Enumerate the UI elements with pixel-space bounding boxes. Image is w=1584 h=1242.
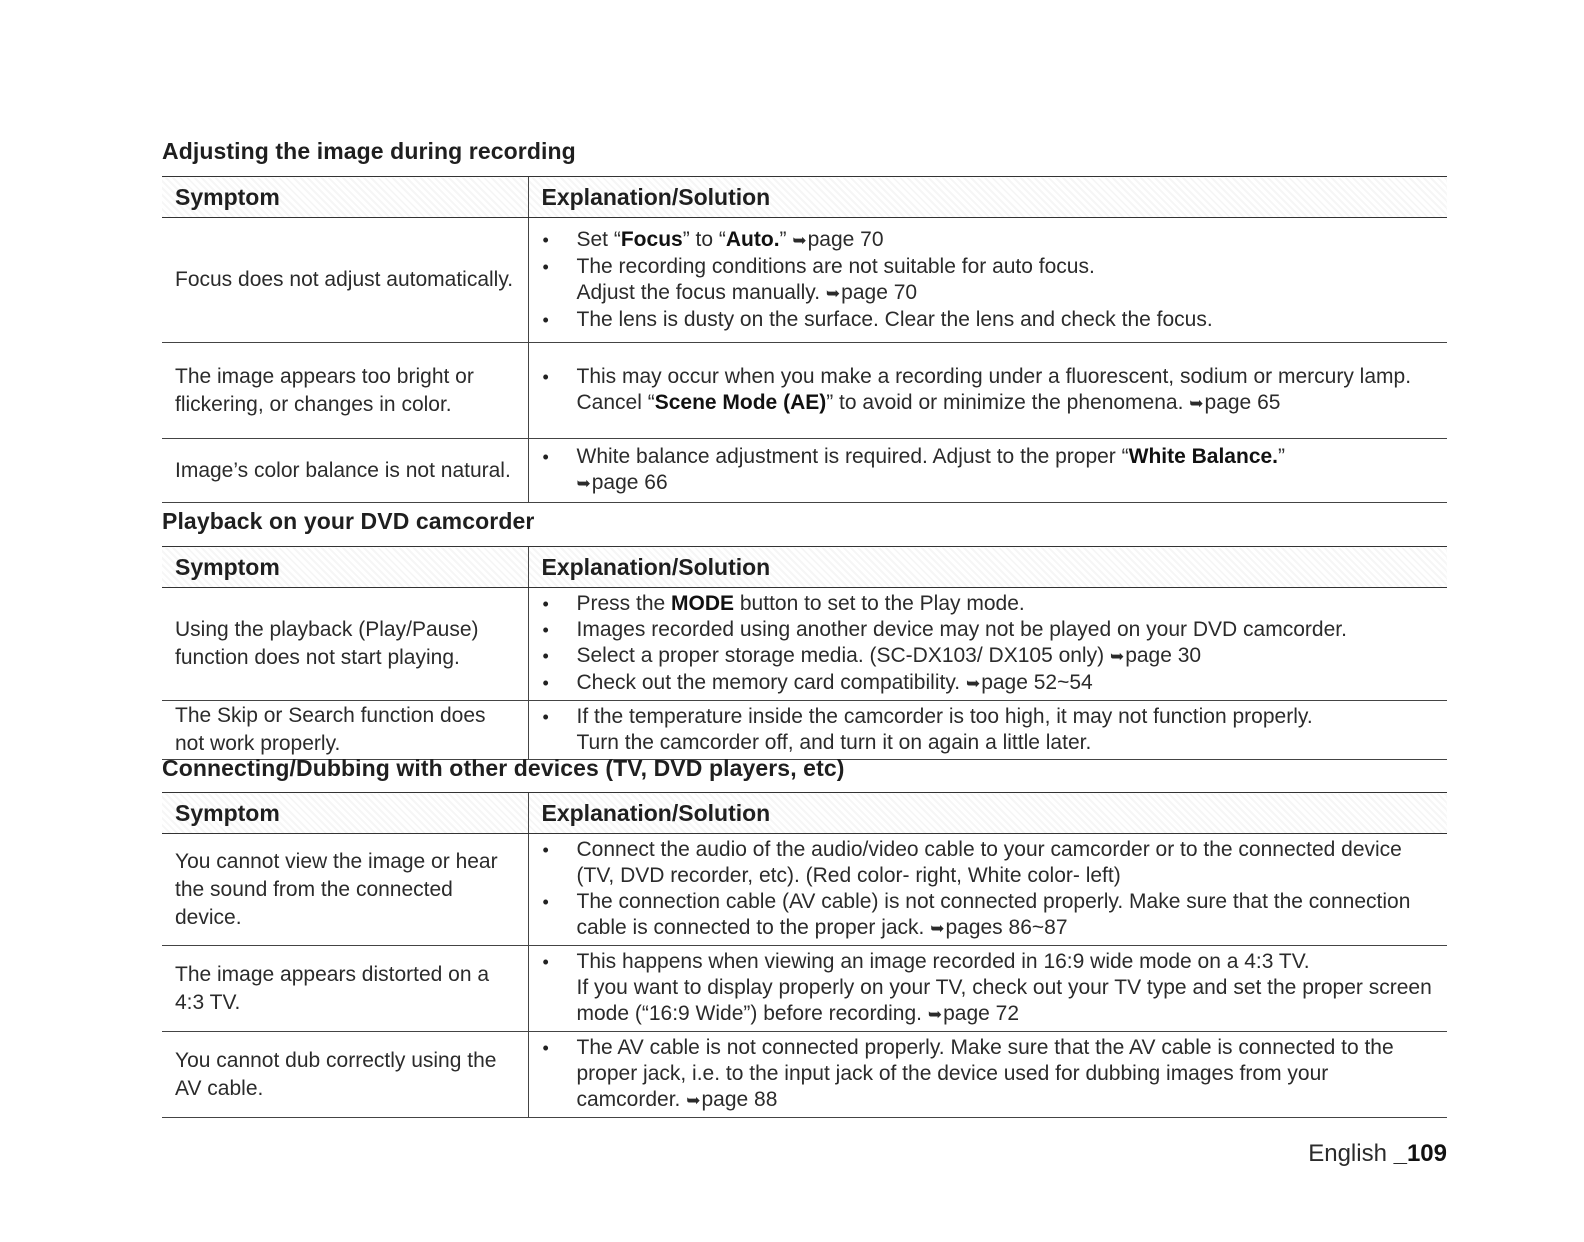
text: If you want to display properly on your TV, check out your TV type and set the proper screen mode (“16:9 Wide”) before recording. bbox=[576, 976, 1432, 1025]
explanation-cell bbox=[528, 701, 1447, 760]
table-row bbox=[162, 946, 1447, 1032]
bullet-icon: • bbox=[542, 952, 549, 972]
arrow-icon: ➥ bbox=[927, 1005, 943, 1024]
text: Check out the memory card compatibility. bbox=[576, 671, 961, 694]
page-reference bbox=[686, 1088, 777, 1111]
page-ref-text: pages 86~87 bbox=[945, 916, 1068, 939]
bullet-item bbox=[541, 307, 1438, 333]
header-symptom: Symptom bbox=[162, 547, 528, 588]
bullet-item bbox=[541, 1035, 1438, 1114]
text: Connect the audio of the audio/video cable to your camcorder or to the connected device (TV, DVD recorder, etc). (Red color- right, White color- left) bbox=[576, 838, 1402, 887]
text: The connection cable (AV cable) is not connected properly. Make sure that the connection cable is connected to the proper jack. bbox=[576, 890, 1411, 939]
text: If the temperature inside the camcorder is too high, it may not function properly. bbox=[576, 705, 1313, 728]
header-explanation: Explanation/Solution bbox=[528, 177, 1447, 218]
table-adjusting bbox=[162, 176, 1447, 503]
bullet-item bbox=[541, 837, 1438, 889]
text: ” to avoid or minimize the phenomena. bbox=[826, 391, 1184, 414]
arrow-icon: ➥ bbox=[1109, 647, 1125, 666]
symptom-text: The Skip or Search function does not work properly. bbox=[162, 701, 528, 760]
page-reference bbox=[930, 916, 1067, 939]
bullet-item bbox=[541, 444, 1438, 497]
bullet-item bbox=[541, 670, 1438, 697]
bullet-item bbox=[541, 704, 1438, 756]
header-explanation: Explanation/Solution bbox=[528, 547, 1447, 588]
bold-text: Scene Mode (AE) bbox=[654, 391, 827, 414]
table-row bbox=[162, 588, 1447, 701]
table-row bbox=[162, 834, 1447, 946]
table-row bbox=[162, 701, 1447, 760]
bullet-icon: • bbox=[542, 257, 549, 277]
text: button to set to the Play mode. bbox=[734, 592, 1025, 615]
text: ” bbox=[1278, 445, 1286, 468]
text: The AV cable is not connected properly. Make sure that the AV cable is connected to the proper jack, i.e. to the input jack of the device used for dubbing images from your camcorder. bbox=[576, 1036, 1394, 1111]
explanation-cell bbox=[528, 218, 1447, 343]
arrow-icon: ➥ bbox=[1189, 394, 1204, 413]
table-row bbox=[162, 343, 1447, 439]
text: Cancel “ bbox=[576, 391, 655, 414]
arrow-icon: ➥ bbox=[792, 231, 807, 250]
header-symptom: Symptom bbox=[162, 793, 528, 834]
explanation-cell bbox=[528, 946, 1447, 1032]
section-title-adjusting: Adjusting the image during recording bbox=[162, 138, 576, 164]
table-playback bbox=[162, 546, 1447, 760]
page-reference bbox=[792, 228, 883, 251]
bullet-icon: • bbox=[542, 620, 549, 640]
bold-text: Focus bbox=[620, 228, 683, 251]
text: The lens is dusty on the surface. Clear the lens and check the focus. bbox=[576, 308, 1213, 331]
text: ” bbox=[779, 228, 787, 251]
page-ref-text: page 66 bbox=[591, 471, 668, 494]
bold-text: Auto. bbox=[725, 228, 780, 251]
page-reference bbox=[966, 671, 1093, 694]
page-number: _109 bbox=[1393, 1140, 1447, 1167]
bullet-icon: • bbox=[542, 707, 549, 727]
bullet-icon: • bbox=[542, 892, 549, 912]
page-reference bbox=[1189, 391, 1280, 414]
table-row bbox=[162, 1032, 1447, 1118]
header-symptom: Symptom bbox=[162, 177, 528, 218]
explanation-cell bbox=[528, 834, 1447, 946]
bullet-icon: • bbox=[542, 646, 549, 666]
bullet-icon: • bbox=[542, 673, 549, 693]
bullet-item bbox=[541, 591, 1438, 617]
text: This may occur when you make a recording under a fluorescent, sodium or mercury lamp. bbox=[576, 365, 1412, 388]
section-title-playback: Playback on your DVD camcorder bbox=[162, 508, 535, 534]
arrow-icon: ➥ bbox=[825, 284, 841, 303]
table-header bbox=[162, 793, 1447, 834]
page-reference bbox=[577, 471, 668, 494]
symptom-text: The image appears too bright or flickering, or changes in color. bbox=[162, 343, 528, 439]
page-footer bbox=[1308, 1140, 1447, 1168]
bullet-icon: • bbox=[542, 840, 549, 860]
table-row bbox=[162, 218, 1447, 343]
arrow-icon: ➥ bbox=[930, 919, 945, 938]
text: Images recorded using another device may not be played on your DVD camcorder. bbox=[576, 618, 1347, 641]
page-reference bbox=[1110, 644, 1201, 667]
text: Select a proper storage media. (SC-DX103/ DX105 only) bbox=[576, 644, 1105, 667]
page-ref-text: page 52~54 bbox=[981, 671, 1093, 694]
symptom-text: The image appears distorted on a 4:3 TV. bbox=[162, 946, 528, 1032]
text: White balance adjustment is required. Adjust to the proper “ bbox=[576, 445, 1129, 468]
bullet-item bbox=[541, 889, 1438, 942]
text: Adjust the focus manually. bbox=[576, 281, 821, 304]
explanation-cell bbox=[528, 439, 1447, 503]
page-ref-text: page 65 bbox=[1204, 391, 1281, 414]
header-explanation: Explanation/Solution bbox=[528, 793, 1447, 834]
bullet-icon: • bbox=[542, 594, 549, 614]
bullet-icon: • bbox=[542, 447, 549, 467]
text: This happens when viewing an image recorded in 16:9 wide mode on a 4:3 TV. bbox=[576, 950, 1310, 973]
symptom-text: You cannot dub correctly using the AV cable. bbox=[162, 1032, 528, 1118]
table-header bbox=[162, 177, 1447, 218]
text: Set “ bbox=[576, 228, 621, 251]
page-ref-text: page 70 bbox=[807, 228, 884, 251]
text: The recording conditions are not suitable for auto focus. bbox=[576, 255, 1095, 278]
table-connecting bbox=[162, 792, 1447, 1118]
explanation-cell bbox=[528, 588, 1447, 701]
page-reference bbox=[928, 1002, 1019, 1025]
bold-text: MODE bbox=[671, 592, 735, 615]
footer-language: English bbox=[1308, 1140, 1387, 1167]
arrow-icon: ➥ bbox=[686, 1091, 701, 1110]
text: Turn the camcorder off, and turn it on again a little later. bbox=[576, 731, 1092, 754]
text: Press the bbox=[576, 592, 672, 615]
symptom-text: You cannot view the image or hear the sound from the connected device. bbox=[162, 834, 528, 946]
bullet-item bbox=[541, 254, 1438, 307]
page-ref-text: page 88 bbox=[701, 1088, 778, 1111]
arrow-icon: ➥ bbox=[965, 674, 981, 693]
page-reference bbox=[826, 281, 917, 304]
bullet-icon: • bbox=[542, 1038, 549, 1058]
table-header bbox=[162, 547, 1447, 588]
page-ref-text: page 70 bbox=[841, 281, 918, 304]
page-ref-text: page 30 bbox=[1125, 644, 1202, 667]
section-title-connecting: Connecting/Dubbing with other devices (TV, DVD players, etc) bbox=[162, 755, 845, 781]
arrow-icon: ➥ bbox=[576, 474, 591, 493]
explanation-cell bbox=[528, 1032, 1447, 1118]
bold-text: White Balance. bbox=[1128, 445, 1279, 468]
bullet-item bbox=[541, 949, 1438, 1028]
symptom-text: Focus does not adjust automatically. bbox=[162, 218, 528, 343]
bullet-icon: • bbox=[542, 310, 549, 330]
symptom-text: Using the playback (Play/Pause) function does not start playing. bbox=[162, 588, 528, 701]
bullet-item bbox=[541, 227, 1438, 254]
bullet-item bbox=[541, 643, 1438, 670]
table-row bbox=[162, 439, 1447, 503]
explanation-cell bbox=[528, 343, 1447, 439]
bullet-icon: • bbox=[542, 230, 549, 250]
bullet-icon: • bbox=[542, 367, 549, 387]
bullet-item bbox=[541, 617, 1438, 643]
text: ” to “ bbox=[682, 228, 726, 251]
bullet-item bbox=[541, 364, 1438, 417]
page-ref-text: page 72 bbox=[943, 1002, 1020, 1025]
symptom-text: Image’s color balance is not natural. bbox=[162, 439, 528, 503]
